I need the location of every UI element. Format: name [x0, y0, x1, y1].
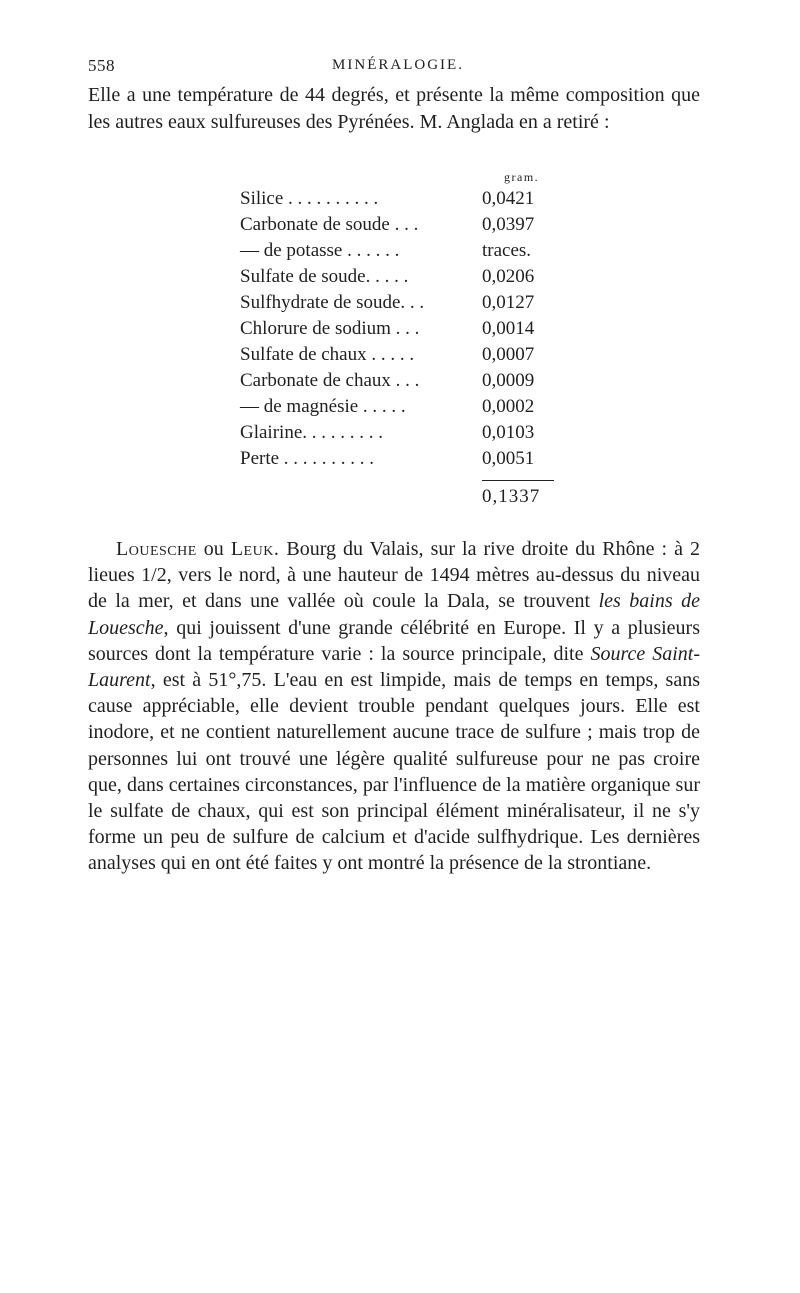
paragraph-text: , est à 51°,75. L'eau en est limpide, mais de temps en temps, sans cause appréciable, elle devient trouble pendant quelques jours. Elle est inodore, et ne contient naturellement aucune trace de sulfure ; mais trop de personnes lui ont trouvé une légère qualité sulfureuse pour ne pas croire que, dans certaines circonstances, par l'influence de la matière organique sur le sulfate de chaux, qui est son principal élément minéralisateur, il ne s'y forme un peu de sulfure de calcium et d'acide sulfhydrique. Les dernières analyses qui en ont été faites y ont montré la présence de la strontiane. — [88, 669, 700, 875]
compound-value: 0,0009 — [482, 370, 535, 391]
table-row — [240, 316, 560, 342]
compound-name: Sulfhydrate de soude. . . — [240, 292, 425, 313]
table-row — [240, 342, 560, 368]
unit-label: gram. — [504, 170, 540, 184]
compound-name: Carbonate de soude . . . — [240, 214, 419, 235]
place-name: Louesche — [116, 538, 197, 560]
table-row — [240, 290, 560, 316]
table-row — [240, 186, 560, 212]
table-row — [240, 264, 560, 290]
table-row — [240, 212, 560, 238]
compound-value: 0,0397 — [482, 214, 535, 235]
compound-name: — de magnésie . . . . . — [240, 396, 406, 417]
table-row — [240, 394, 560, 420]
compound-name: Carbonate de chaux . . . — [240, 370, 420, 391]
compound-value: 0,0206 — [482, 266, 535, 287]
italic-phrase: Source Saint-Laurent — [88, 642, 700, 692]
intro-paragraph: Elle a une température de 44 degrés, et présente la même composition que les autres eaux sulfureuses des Pyrénées. M. Anglada en a retiré : — [88, 84, 700, 133]
compound-name: Silice . . . . . . . . . . — [240, 188, 379, 209]
compound-value: 0,0051 — [482, 448, 535, 469]
compound-value: 0,0002 — [482, 396, 535, 417]
italic-phrase: les bains de Louesche — [88, 590, 700, 639]
compound-value: 0,0103 — [482, 422, 535, 443]
leuk-paragraph — [88, 536, 700, 877]
table-row — [240, 420, 560, 446]
compound-name: Perte . . . . . . . . . . — [240, 448, 375, 469]
compound-name: Sulfate de soude. . . . . — [240, 266, 409, 287]
paragraph-text: Bourg du Valais, sur la rive droite du Rhône : à 2 lieues 1/2, vers le nord, à une hauteur de 1494 mètres au-dessus du niveau de la mer, et dans une vallée où coule la Dala, se trouvent — [88, 538, 700, 613]
compound-value: traces. — [482, 240, 532, 261]
compound-value: 0,0421 — [482, 188, 535, 209]
place-name-alt: Leuk. — [230, 538, 280, 560]
compound-value: 0,0127 — [482, 292, 535, 313]
table-row — [240, 446, 560, 472]
compound-value: 0,0007 — [482, 344, 535, 365]
table-row — [240, 368, 560, 394]
compound-name: Chlorure de sodium . . . — [240, 318, 420, 339]
page-header — [88, 56, 708, 80]
total-rule — [482, 480, 554, 481]
compound-name: Glairine. . . . . . . . . — [240, 422, 384, 443]
paragraph-text: , qui jouissent d'une grande célébrité en Europe. Il y a plusieurs sources dont la température varie : la source principale, dite — [88, 616, 700, 665]
compound-name: — de potasse . . . . . . — [240, 240, 400, 261]
table-row — [240, 238, 560, 264]
compound-name: Sulfate de chaux . . . . . — [240, 344, 415, 365]
page-number: 558 — [88, 56, 115, 75]
compound-value: 0,0014 — [482, 318, 535, 339]
running-title: MINÉRALOGIE. — [332, 57, 464, 73]
or-word: ou — [196, 538, 231, 560]
total-value: 0,1337 — [482, 486, 541, 507]
